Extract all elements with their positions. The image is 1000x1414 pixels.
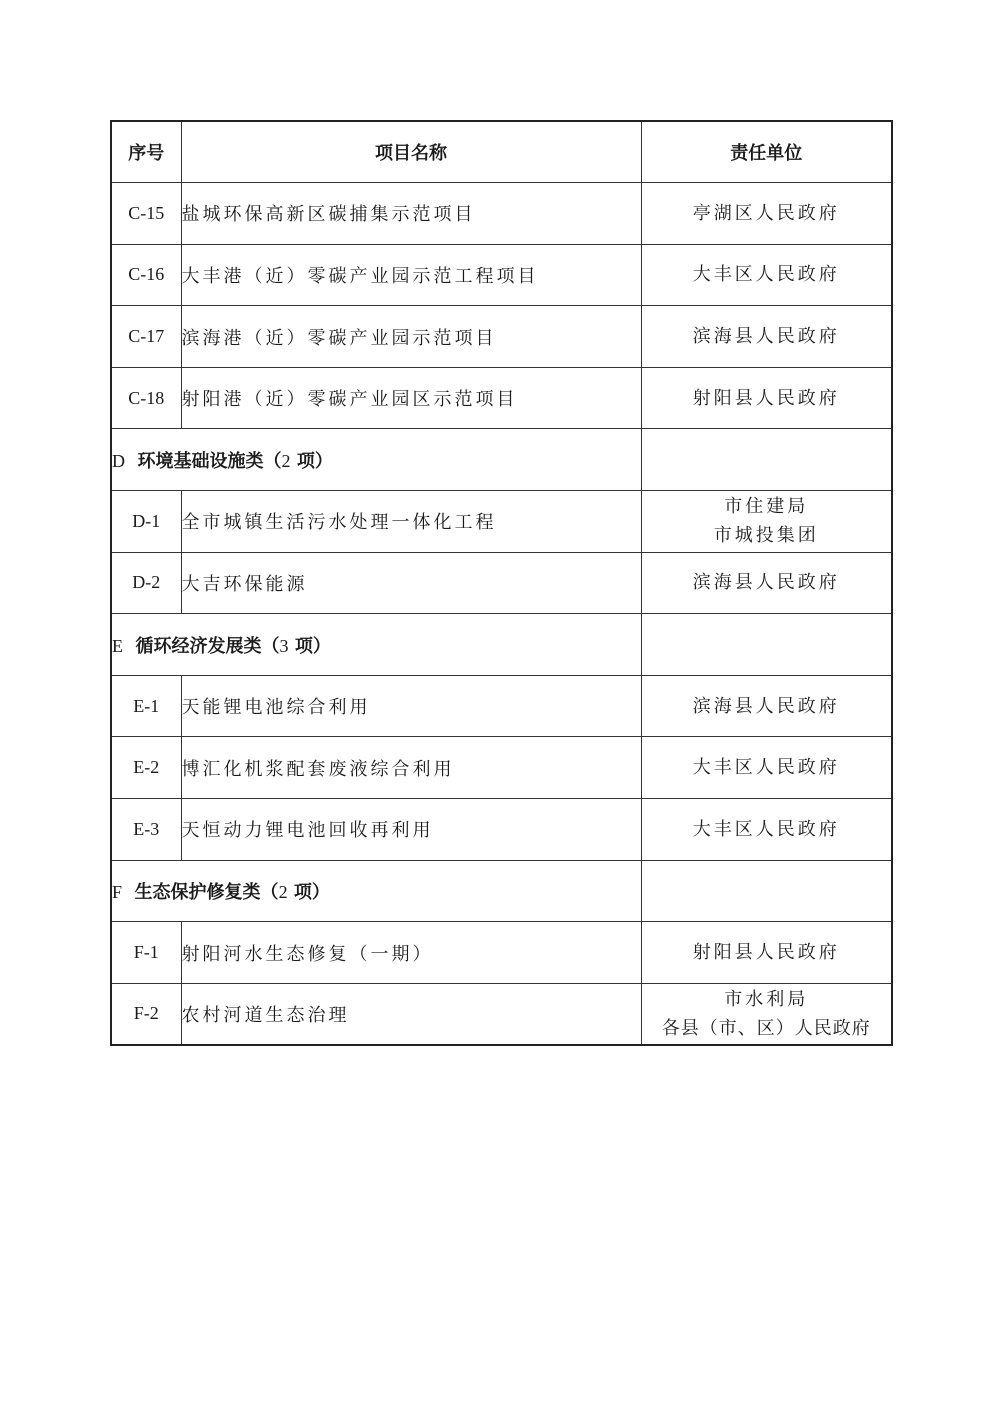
row-seq: E-1 bbox=[111, 675, 181, 737]
row-seq: D-1 bbox=[111, 491, 181, 553]
row-seq: C-16 bbox=[111, 244, 181, 306]
row-unit bbox=[641, 491, 892, 553]
empty-cell bbox=[641, 614, 892, 676]
row-name: 射阳河水生态修复（一期） bbox=[181, 922, 641, 984]
category-code: F bbox=[112, 881, 123, 902]
row-unit bbox=[641, 983, 892, 1045]
table-header-row bbox=[111, 121, 892, 183]
table-row bbox=[111, 244, 892, 306]
table-row bbox=[111, 799, 892, 861]
header-seq: 序号 bbox=[111, 121, 181, 183]
table-row bbox=[111, 552, 892, 614]
row-unit: 大丰区人民政府 bbox=[641, 244, 892, 306]
row-seq: E-3 bbox=[111, 799, 181, 861]
category-count: 2 bbox=[281, 450, 291, 471]
header-unit: 责任单位 bbox=[641, 121, 892, 183]
row-name: 农村河道生态治理 bbox=[181, 983, 641, 1045]
empty-cell bbox=[641, 860, 892, 922]
row-name: 博汇化机浆配套废液综合利用 bbox=[181, 737, 641, 799]
category-title: 环境基础设施类（ bbox=[137, 450, 282, 472]
row-unit: 亭湖区人民政府 bbox=[641, 183, 892, 245]
category-suffix: 项） bbox=[294, 635, 331, 657]
table-row bbox=[111, 675, 892, 737]
unit-line: 市住建局 bbox=[724, 496, 809, 518]
row-unit: 滨海县人民政府 bbox=[641, 306, 892, 368]
table-row bbox=[111, 983, 892, 1045]
category-heading bbox=[111, 429, 641, 491]
row-unit: 大丰区人民政府 bbox=[641, 799, 892, 861]
category-heading bbox=[111, 860, 641, 922]
category-row-d bbox=[111, 429, 892, 491]
row-name: 大丰港（近）零碳产业园示范工程项目 bbox=[181, 244, 641, 306]
category-count: 3 bbox=[279, 635, 289, 656]
row-name: 射阳港（近）零碳产业园区示范项目 bbox=[181, 367, 641, 429]
row-seq: D-2 bbox=[111, 552, 181, 614]
category-heading bbox=[111, 614, 641, 676]
category-suffix: 项） bbox=[293, 881, 330, 903]
unit-line: 各县（市、区）人民政府 bbox=[661, 1017, 871, 1039]
project-table bbox=[110, 120, 893, 1046]
row-name: 天恒动力锂电池回收再利用 bbox=[181, 799, 641, 861]
table-row bbox=[111, 183, 892, 245]
row-unit: 滨海县人民政府 bbox=[641, 552, 892, 614]
row-seq: C-15 bbox=[111, 183, 181, 245]
unit-line: 市城投集团 bbox=[713, 525, 819, 547]
row-name: 大吉环保能源 bbox=[181, 552, 641, 614]
table-row bbox=[111, 491, 892, 553]
row-name: 全市城镇生活污水处理一体化工程 bbox=[181, 491, 641, 553]
row-name: 盐城环保高新区碳捕集示范项目 bbox=[181, 183, 641, 245]
table-row bbox=[111, 737, 892, 799]
row-seq: F-2 bbox=[111, 983, 181, 1045]
row-name: 天能锂电池综合利用 bbox=[181, 675, 641, 737]
row-unit: 射阳县人民政府 bbox=[641, 367, 892, 429]
header-name: 项目名称 bbox=[181, 121, 641, 183]
category-code: D bbox=[112, 450, 125, 471]
row-name: 滨海港（近）零碳产业园示范项目 bbox=[181, 306, 641, 368]
category-code: E bbox=[112, 635, 123, 656]
row-seq: C-18 bbox=[111, 367, 181, 429]
empty-cell bbox=[641, 429, 892, 491]
row-seq: F-1 bbox=[111, 922, 181, 984]
category-row-f bbox=[111, 860, 892, 922]
table-row bbox=[111, 306, 892, 368]
row-unit: 滨海县人民政府 bbox=[641, 675, 892, 737]
unit-line: 市水利局 bbox=[724, 988, 809, 1010]
row-unit: 大丰区人民政府 bbox=[641, 737, 892, 799]
category-suffix: 项） bbox=[296, 450, 333, 472]
row-unit: 射阳县人民政府 bbox=[641, 922, 892, 984]
category-title: 生态保护修复类（ bbox=[134, 881, 279, 903]
category-count: 2 bbox=[278, 881, 288, 902]
category-row-e bbox=[111, 614, 892, 676]
table-row bbox=[111, 922, 892, 984]
category-title: 循环经济发展类（ bbox=[135, 635, 280, 657]
row-seq: C-17 bbox=[111, 306, 181, 368]
row-seq: E-2 bbox=[111, 737, 181, 799]
table-row bbox=[111, 367, 892, 429]
